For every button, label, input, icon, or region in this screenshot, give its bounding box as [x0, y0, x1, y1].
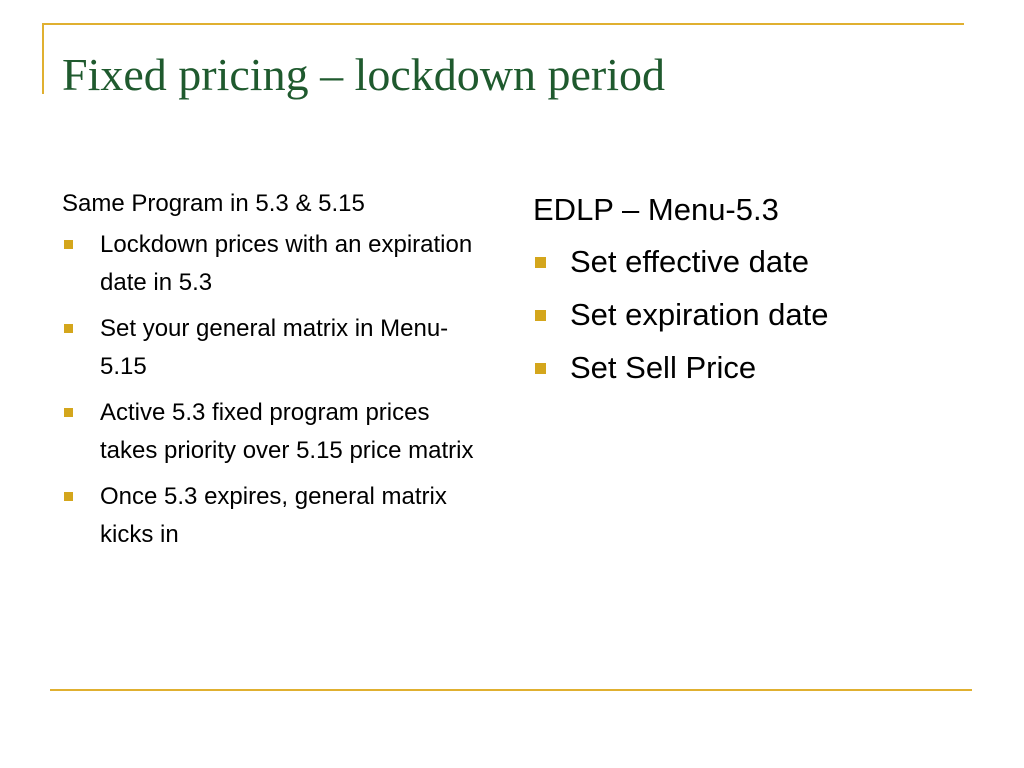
right-bullet-text: Set effective date [570, 244, 809, 279]
square-bullet-icon [64, 408, 73, 417]
right-bullet-item [533, 243, 973, 281]
right-bullet-text: Set Sell Price [570, 350, 757, 385]
left-border-line [42, 23, 44, 94]
left-bullet-item [62, 478, 482, 554]
left-bullet-text: Once 5.3 expires, general matrix kicks in [100, 483, 447, 548]
square-bullet-icon [64, 492, 73, 501]
right-bullet-list [533, 243, 973, 387]
square-bullet-icon [535, 257, 546, 268]
left-column-heading: Same Program in 5.3 & 5.15 [62, 190, 365, 217]
right-column [533, 191, 973, 402]
right-bullet-item [533, 349, 973, 387]
left-bullet-text: Set your general matrix in Menu-5.15 [100, 315, 449, 380]
slide-title: Fixed pricing – lockdown period [62, 49, 666, 100]
left-bullet-item [62, 226, 482, 302]
left-bullet-text: Active 5.3 fixed program prices takes priority over 5.15 price matrix [100, 399, 474, 464]
square-bullet-icon [535, 363, 546, 374]
left-bullet-list [62, 226, 482, 554]
right-bullet-item [533, 296, 973, 334]
left-column [62, 188, 482, 562]
square-bullet-icon [535, 310, 546, 321]
square-bullet-icon [64, 240, 73, 249]
top-border-line [42, 23, 964, 25]
right-bullet-text: Set expiration date [570, 297, 829, 332]
left-bullet-item [62, 310, 482, 386]
left-bullet-item [62, 394, 482, 470]
left-bullet-text: Lockdown prices with an expiration date in 5.3 [100, 231, 473, 296]
bottom-border-line [50, 689, 972, 691]
right-column-heading: EDLP – Menu-5.3 [533, 192, 779, 227]
square-bullet-icon [64, 324, 73, 333]
